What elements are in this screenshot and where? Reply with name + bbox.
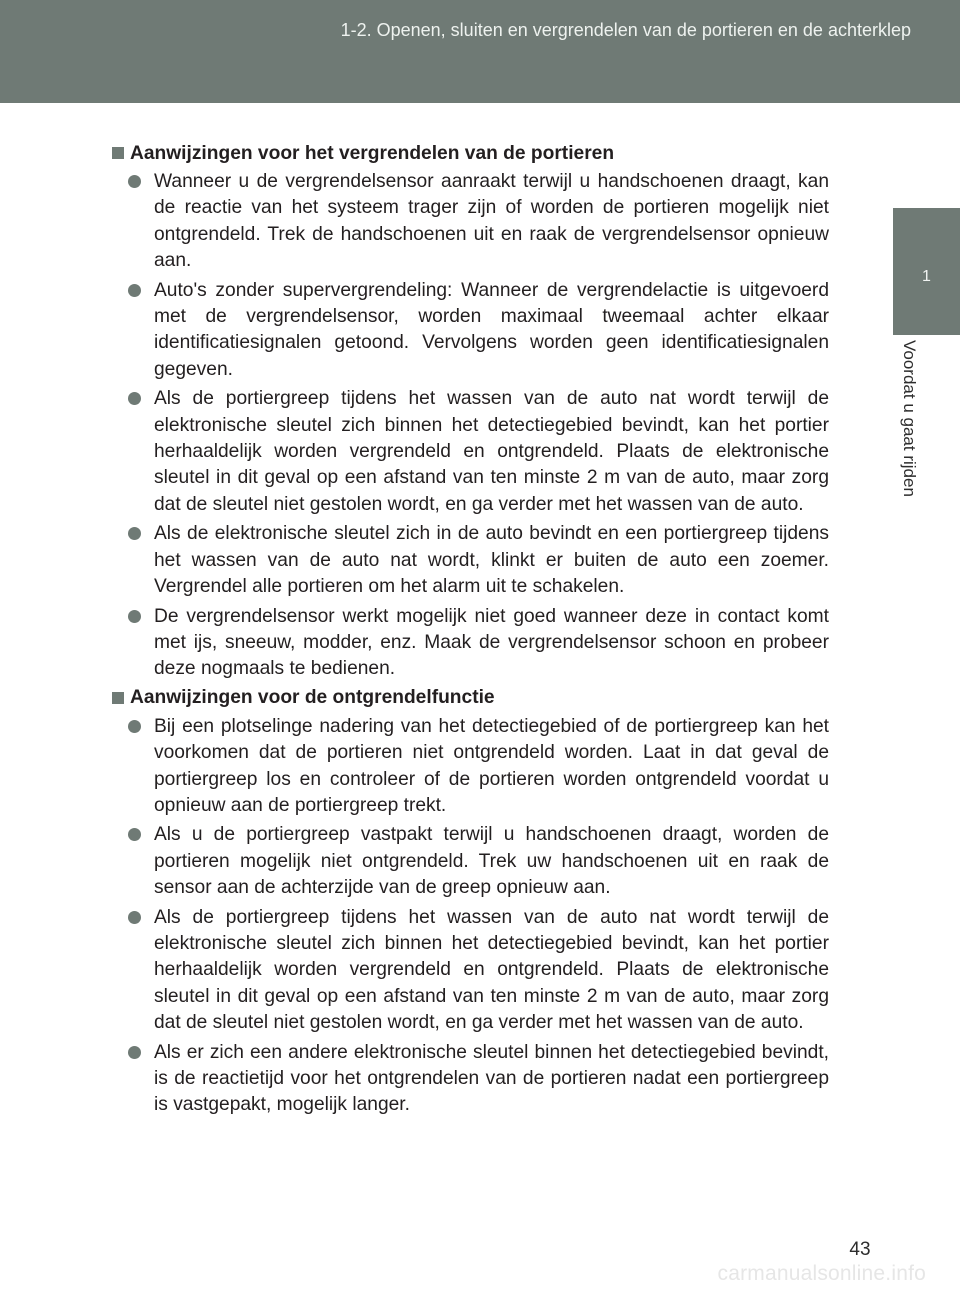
dot-icon — [128, 392, 141, 405]
section-heading-text: Aanwijzingen voor de ontgrendelfunctie — [130, 687, 495, 709]
bullet-item — [111, 604, 829, 683]
section-heading — [111, 140, 829, 166]
bullet-text: Als u de portiergreep vastpakt terwijl u handschoenen draagt, worden de portieren mogelijk niet ontgrendeld. Trek uw handschoenen uit en raak de sensor aan de achterzijde van de greep opnieuw aan. — [154, 824, 829, 899]
square-icon — [112, 692, 124, 704]
dot-icon — [128, 610, 141, 623]
dot-icon — [128, 720, 141, 733]
bullet-text: Als de elektronische sleutel zich in de auto bevindt en een portiergreep tijdens het wassen van de auto nat wordt, klinkt er buiten de auto een zoemer. Vergrendel alle portieren om het alarm uit te schakelen. — [154, 523, 829, 598]
bullet-text: Als de portiergreep tijdens het wassen van de auto nat wordt terwijl de elektronische sleutel zich binnen het detectiegebied bevindt, kan het portier herhaaldelijk worden vergrendeld en ontgrendeld. Plaats de elektronische sleutel in dit geval op een afstand van ten minste 2 m van de auto, maar zorg dat de sleutel niet gestolen wordt, en ga verder met het wassen van de auto. — [154, 388, 829, 515]
section-unlocking — [111, 685, 829, 1119]
section-heading-text: Aanwijzingen voor het vergrendelen van de portieren — [130, 142, 615, 164]
bullet-text: Als er zich een andere elektronische sleutel binnen het detectiegebied bevindt, is de reactietijd voor het ontgrendelen van de portieren nadat een portiergreep is vastgepakt, mogelijk langer. — [154, 1041, 829, 1116]
section-heading — [111, 685, 829, 711]
bullet-item — [111, 822, 829, 901]
dot-icon — [128, 175, 141, 188]
square-icon — [112, 147, 124, 159]
dot-icon — [128, 911, 141, 924]
chapter-number: 1 — [922, 268, 931, 285]
bullet-text: Wanneer u de vergrendelsensor aanraakt terwijl u handschoenen draagt, kan de reactie van het systeem trager zijn of worden de portieren mogelijk niet ontgrendeld. Trek de handschoenen uit en raak de vergrendelsensor opnieuw aan. — [154, 171, 829, 272]
dot-icon — [128, 1046, 141, 1059]
watermark: carmanualsonline.info — [717, 1262, 926, 1285]
chapter-title: 1-2. Openen, sluiten en vergrendelen van de portieren en de achterklep — [340, 20, 911, 40]
section-locking — [111, 140, 829, 683]
bullet-text: Auto's zonder supervergrendeling: Wanneer de vergrendelactie is uitgevoerd met de vergrendelsensor, worden maximaal tweemaal achter elkaar identificatiesignalen getoond. Vervolgens worden geen identificatiesignalen gegeven. — [154, 279, 829, 380]
bullet-item — [111, 714, 829, 820]
bullet-item — [111, 1040, 829, 1119]
header-band — [0, 0, 960, 103]
chapter-tab — [893, 208, 960, 335]
bullet-text: Bij een plotselinge nadering van het detectiegebied of de portiergreep kan het voorkomen dat de portieren niet ontgrendeld worden. Laat in dat geval de portiergreep los en controleer of de portieren worden ontgrendeld voordat u opnieuw aan de portiergreep trekt. — [154, 715, 829, 816]
section-label: Voordat u gaat rijden — [900, 340, 919, 497]
dot-icon — [128, 284, 141, 297]
bullet-item — [111, 278, 829, 384]
bullet-item — [111, 169, 829, 275]
page-number: 43 — [849, 1239, 871, 1260]
bullet-item — [111, 386, 829, 518]
dot-icon — [128, 527, 141, 540]
bullet-item — [111, 521, 829, 600]
dot-icon — [128, 828, 141, 841]
bullet-text: De vergrendelsensor werkt mogelijk niet goed wanneer deze in contact komt met ijs, sneeuw, modder, enz. Maak de vergrendelsensor schoon en probeer deze nogmaals te bedienen. — [154, 605, 829, 680]
bullet-item — [111, 905, 829, 1037]
page-content — [111, 140, 829, 1121]
bullet-text: Als de portiergreep tijdens het wassen van de auto nat wordt terwijl de elektronische sleutel zich binnen het detectiegebied bevindt, kan het portier herhaaldelijk worden vergrendeld en ontgrendeld. Plaats de elektronische sleutel in dit geval op een afstand van ten minste 2 m van de auto, maar zorg dat de sleutel niet gestolen wordt, en ga verder met het wassen van de auto. — [154, 906, 829, 1034]
